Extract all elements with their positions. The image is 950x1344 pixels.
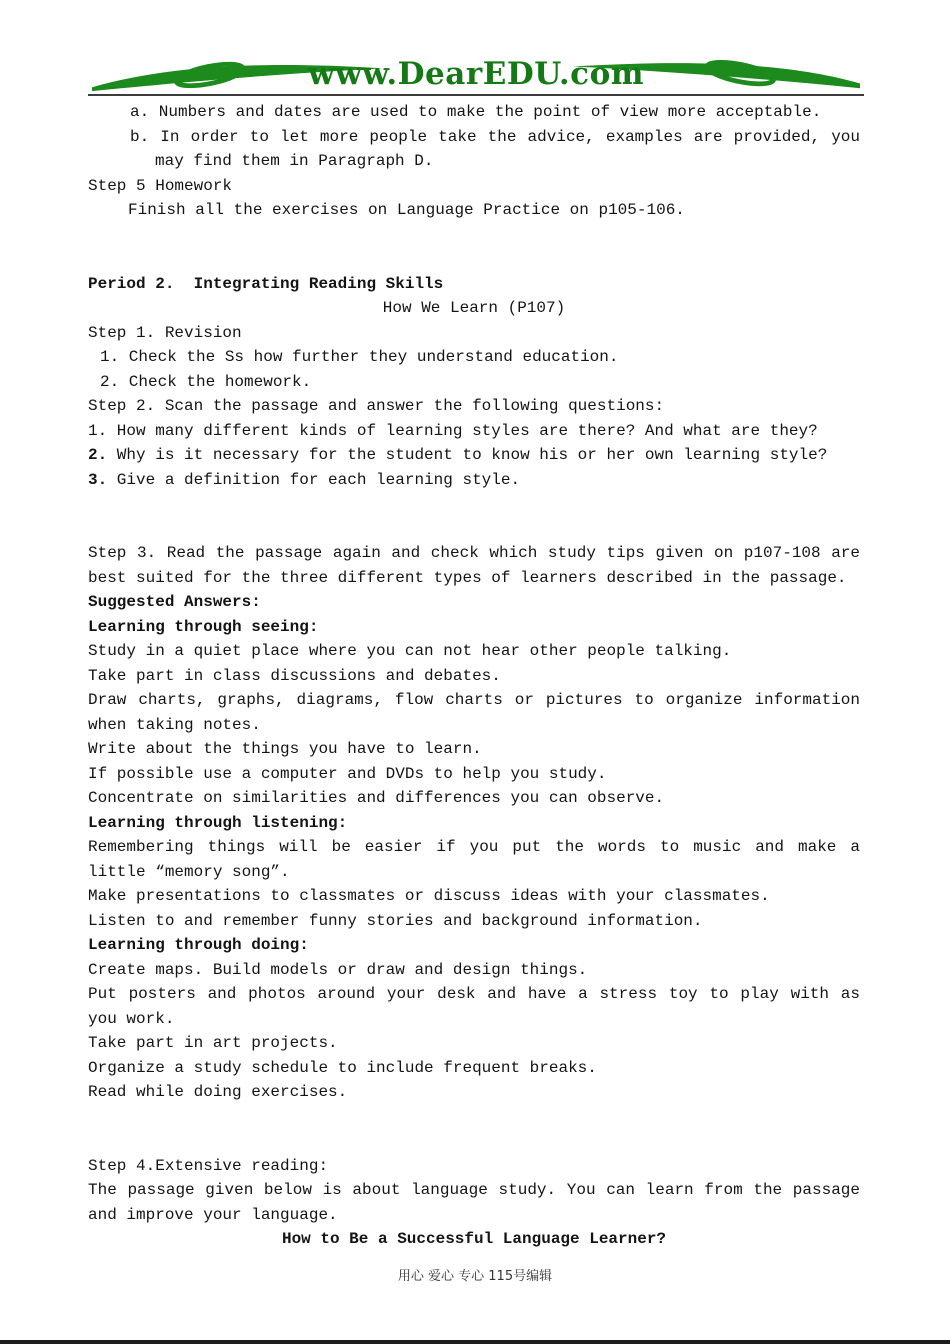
- question-2: [88, 443, 860, 468]
- period-2-heading: Period 2. Integrating Reading Skills: [88, 274, 444, 293]
- homework-line: Finish all the exercises on Language Practice on p105-106.: [128, 201, 685, 219]
- seeing-tip-5: If possible use a computer and DVDs to help you study.: [88, 764, 607, 783]
- list-item-a: a. Numbers and dates are used to make the point of view more acceptable.: [130, 103, 822, 121]
- seeing-tip-2: Take part in class discussions and debates.: [88, 666, 501, 685]
- question-3: [88, 468, 860, 493]
- passage-title: How to Be a Successful Language Learner?: [281, 1230, 667, 1248]
- seeing-tip-3: Draw charts, graphs, diagrams, flow charts or pictures to organize information when taking notes.: [88, 691, 870, 734]
- document-body: [88, 100, 870, 1252]
- doing-heading: Learning through doing:: [88, 936, 309, 954]
- seeing-tip-1: Study in a quiet place where you can not hear other people talking.: [88, 642, 732, 660]
- site-logo-banner: [88, 55, 864, 96]
- listening-tip-1: Remembering things will be easier if you put the words to music and make a little “memory song”.: [88, 838, 870, 881]
- doing-tip-5: Read while doing exercises.: [88, 1083, 348, 1101]
- blank: [88, 223, 860, 272]
- listening-heading: Learning through listening:: [88, 813, 348, 832]
- doing-tip-2: Put posters and photos around your desk and have a stress toy to play with as you work.: [88, 985, 870, 1028]
- seeing-heading: Learning through seeing:: [88, 617, 319, 636]
- page-bottom-edge: [0, 1340, 950, 1344]
- suggested-answers-heading: Suggested Answers:: [88, 593, 261, 611]
- blank: [88, 1105, 860, 1154]
- listening-tip-2: Make presentations to classmates or discuss ideas with your classmates.: [88, 887, 770, 905]
- doing-tip-3: Take part in art projects.: [88, 1034, 338, 1052]
- revision-item-2: 2. Check the homework.: [100, 372, 312, 391]
- step-2-heading: Step 2. Scan the passage and answer the following questions:: [88, 397, 665, 415]
- page-footer: 用心 爱心 专心 115号编辑: [397, 1269, 553, 1284]
- seeing-tip-4: Write about the things you have to learn.: [88, 740, 482, 758]
- doing-tip-4: Organize a study schedule to include frequent breaks.: [88, 1058, 597, 1077]
- text-run: Why is it necessary for the student to know his or her own learning style?: [107, 446, 828, 464]
- step-4-heading: Step 4.Extensive reading:: [88, 1156, 329, 1175]
- text-run: Give a definition for each learning style.: [107, 470, 521, 489]
- text-run: 3.: [88, 470, 108, 489]
- blank: [88, 492, 860, 541]
- question-1: 1. How many different kinds of learning styles are there? And what are they?: [88, 421, 818, 440]
- lesson-title: How We Learn (P107): [382, 299, 566, 317]
- doing-tip-1: Create maps. Build models or draw and design things.: [88, 960, 588, 979]
- step-1-heading: Step 1. Revision: [88, 323, 242, 342]
- seeing-tip-6: Concentrate on similarities and differences you can observe.: [88, 789, 665, 807]
- listening-tip-3: Listen to and remember funny stories and background information.: [88, 911, 703, 930]
- logo-text: www.DearEDU.com: [307, 56, 645, 92]
- text-run: 2.: [88, 446, 108, 464]
- extensive-reading-intro: The passage given below is about language study. You can learn from the passage and improve your language.: [88, 1181, 870, 1224]
- step-3-heading: Step 3. Read the passage again and check which study tips given on p107-108 are best suited for the three different types of learners described in the passage.: [88, 544, 870, 587]
- step-5-heading: Step 5 Homework: [88, 176, 233, 195]
- revision-item-1: 1. Check the Ss how further they understand education.: [100, 348, 619, 366]
- list-item-b: b. In order to let more people take the advice, examples are provided, you may find them in Paragraph D.: [130, 127, 870, 170]
